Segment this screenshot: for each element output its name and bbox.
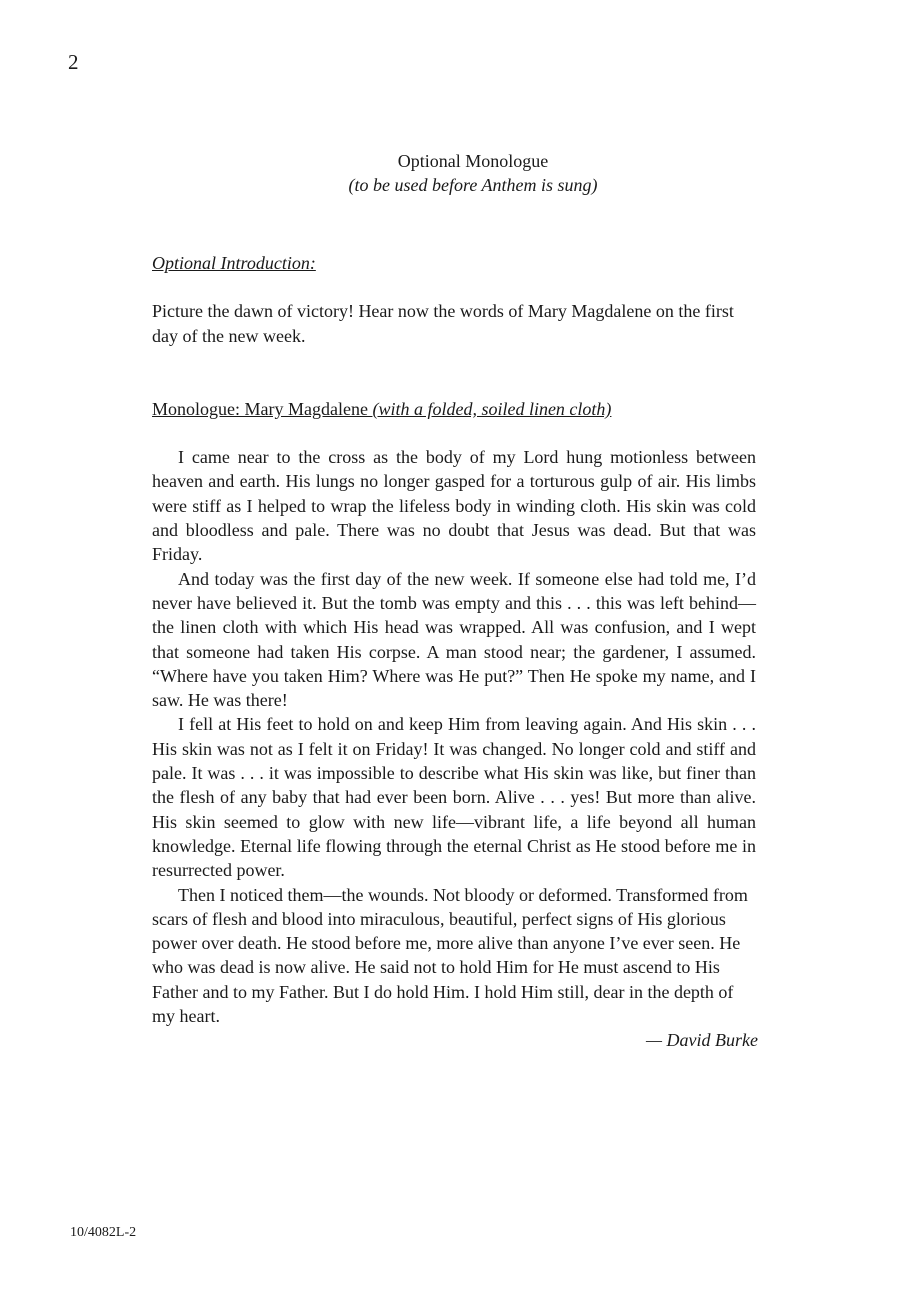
monologue-paragraph: I came near to the cross as the body of my Lord hung motionless between heaven and earth. His lungs no longer gasped for a torturous gulp of air. His limbs were stiff as I helped to wrap the lifeless body in winding cloth. His skin was cold and bloodless and pale. There was no doubt that Jesus was dead. But that was Friday. <box>152 447 756 565</box>
page-number: 2 <box>68 50 79 74</box>
monologue-heading <box>152 397 772 421</box>
page-title: Optional Monologue <box>397 151 549 171</box>
monologue-heading-prefix: Monologue: Mary Magdalene <box>152 398 373 419</box>
introduction-heading: Optional Introduction: <box>152 253 316 273</box>
monologue-paragraph: I fell at His feet to hold on and keep Him from leaving again. And His skin . . . His skin was not as I felt it on Friday! It was changed. No longer cold and stiff and pale. It was . . . it was impossible to describe what His skin was like, but finer than the flesh of any baby that had ever been born. Alive . . . yes! But more than alive. His skin seemed to glow with new life—vibrant life, a life beyond all human knowledge. Eternal life flowing through the eternal Christ as He stood before me in resurrected power. <box>152 714 756 881</box>
attribution: — David Burke <box>646 1030 758 1051</box>
page-subtitle: (to be used before Anthem is sung) <box>348 175 598 195</box>
introduction-text: Picture the dawn of victory! Hear now the words of Mary Magdalene on the first day of the new week. <box>152 301 734 346</box>
monologue-paragraph: And today was the first day of the new week. If someone else had told me, I’d never have believed it. But the tomb was empty and this . . . this was left behind—the linen cloth with which His head was wrapped. All was confusion, and I wept that someone had taken His corpse. A man stood near; the gardener, I assumed. “Where have you taken Him? Where was He put?” Then He spoke my name, and I saw. He was there! <box>152 568 756 711</box>
monologue-body <box>152 445 772 1052</box>
document-content <box>152 251 772 1053</box>
footer-code: 10/4082L-2 <box>70 1225 137 1240</box>
monologue-paragraph: Then I noticed them—the wounds. Not bloody or deformed. Transformed from scars of flesh and blood into miraculous, beautiful, perfect signs of His glorious power over death. He stood before me, more alive than anyone I’ve ever seen. He who was dead is now alive. He said not to hold Him for He must ascend to His Father and to my Father. But I do hold Him. I hold Him still, dear in the depth of my heart. <box>152 884 748 1027</box>
monologue-heading-note: (with a folded, soiled linen cloth) <box>372 398 612 419</box>
title-block <box>0 149 900 197</box>
